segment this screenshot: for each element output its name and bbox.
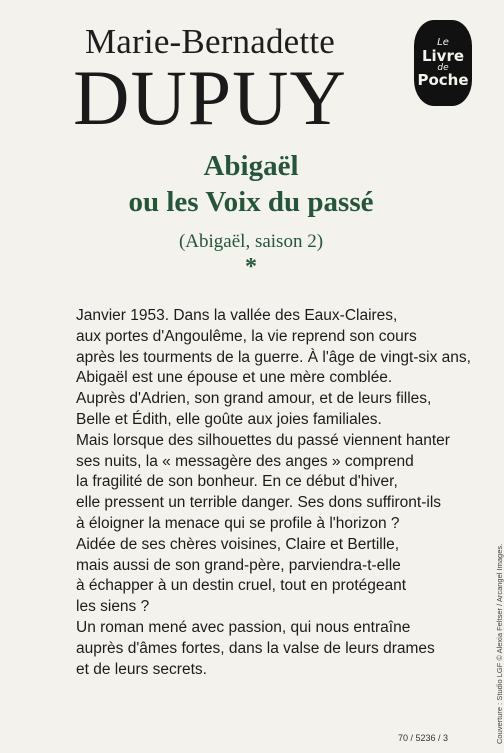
blurb-line: Auprès d'Adrien, son grand amour, et de leurs filles, [76, 390, 432, 408]
blurb-line: et de leurs secrets. [76, 660, 207, 678]
blurb-line: Janvier 1953. Dans la vallée des Eaux-Claires, [76, 307, 398, 324]
publisher-logo [414, 20, 472, 106]
blurb-line: après les tourments de la guerre. À l'âge de vingt-six ans, [76, 348, 471, 366]
blurb-line: Un roman mené avec passion, qui nous entraîne [76, 618, 411, 636]
blurb-line: Belle et Édith, elle goûte aux joies familiales. [76, 410, 382, 428]
blurb-line: ses nuits, la « messagère des anges » comprend [76, 452, 414, 470]
catalog-code: 70 / 5236 / 3 [398, 733, 449, 743]
book-title-line-2: ou les Voix du passé [128, 186, 374, 218]
cover-credit [487, 543, 504, 744]
logo-line-4: Poche [417, 71, 469, 89]
blurb-line: Mais lorsque des silhouettes du passé viennent hanter [76, 431, 450, 449]
logo-line-1: Le [437, 37, 449, 48]
blurb-line: Abigaël est une épouse et une mère comblée. [76, 369, 393, 387]
blurb-line: elle pressent un terrible danger. Ses dons suffiront-ils [76, 494, 442, 512]
book-title-line-1: Abigaël [203, 150, 299, 182]
blurb-line: à échapper à un destin cruel, tout en protégeant [76, 577, 407, 595]
blurb-line: les siens ? [76, 598, 150, 616]
blurb-text [76, 306, 486, 680]
blurb-line: aux portes d'Angoulême, la vie reprend son cours [76, 327, 417, 345]
blurb-line: mais aussi de son grand-père, parviendra-t-elle [76, 556, 401, 574]
logo-line-2: Livre [421, 47, 465, 65]
blurb-line: la fragilité de son bonheur. En ce début d'hiver, [76, 473, 398, 491]
blurb-line: auprès d'âmes fortes, dans la valse de leurs drames [76, 639, 435, 657]
cover-credit-text: Couverture : Studio LGF © Alexia Feltser / Arcangel Images. [495, 543, 504, 744]
volume-mark: * [245, 254, 257, 280]
author-last-name: DUPUY [73, 54, 347, 141]
blurb-line: à éloigner la menace qui se profile à l'horizon ? [76, 514, 400, 532]
logo-line-3: de [437, 63, 449, 73]
series-subtitle: (Abigaël, saison 2) [178, 231, 324, 252]
author-first-name: Marie-Bernadette [84, 22, 335, 61]
blurb-line: Aidée de ses chères voisines, Claire et Bertille, [76, 535, 400, 553]
